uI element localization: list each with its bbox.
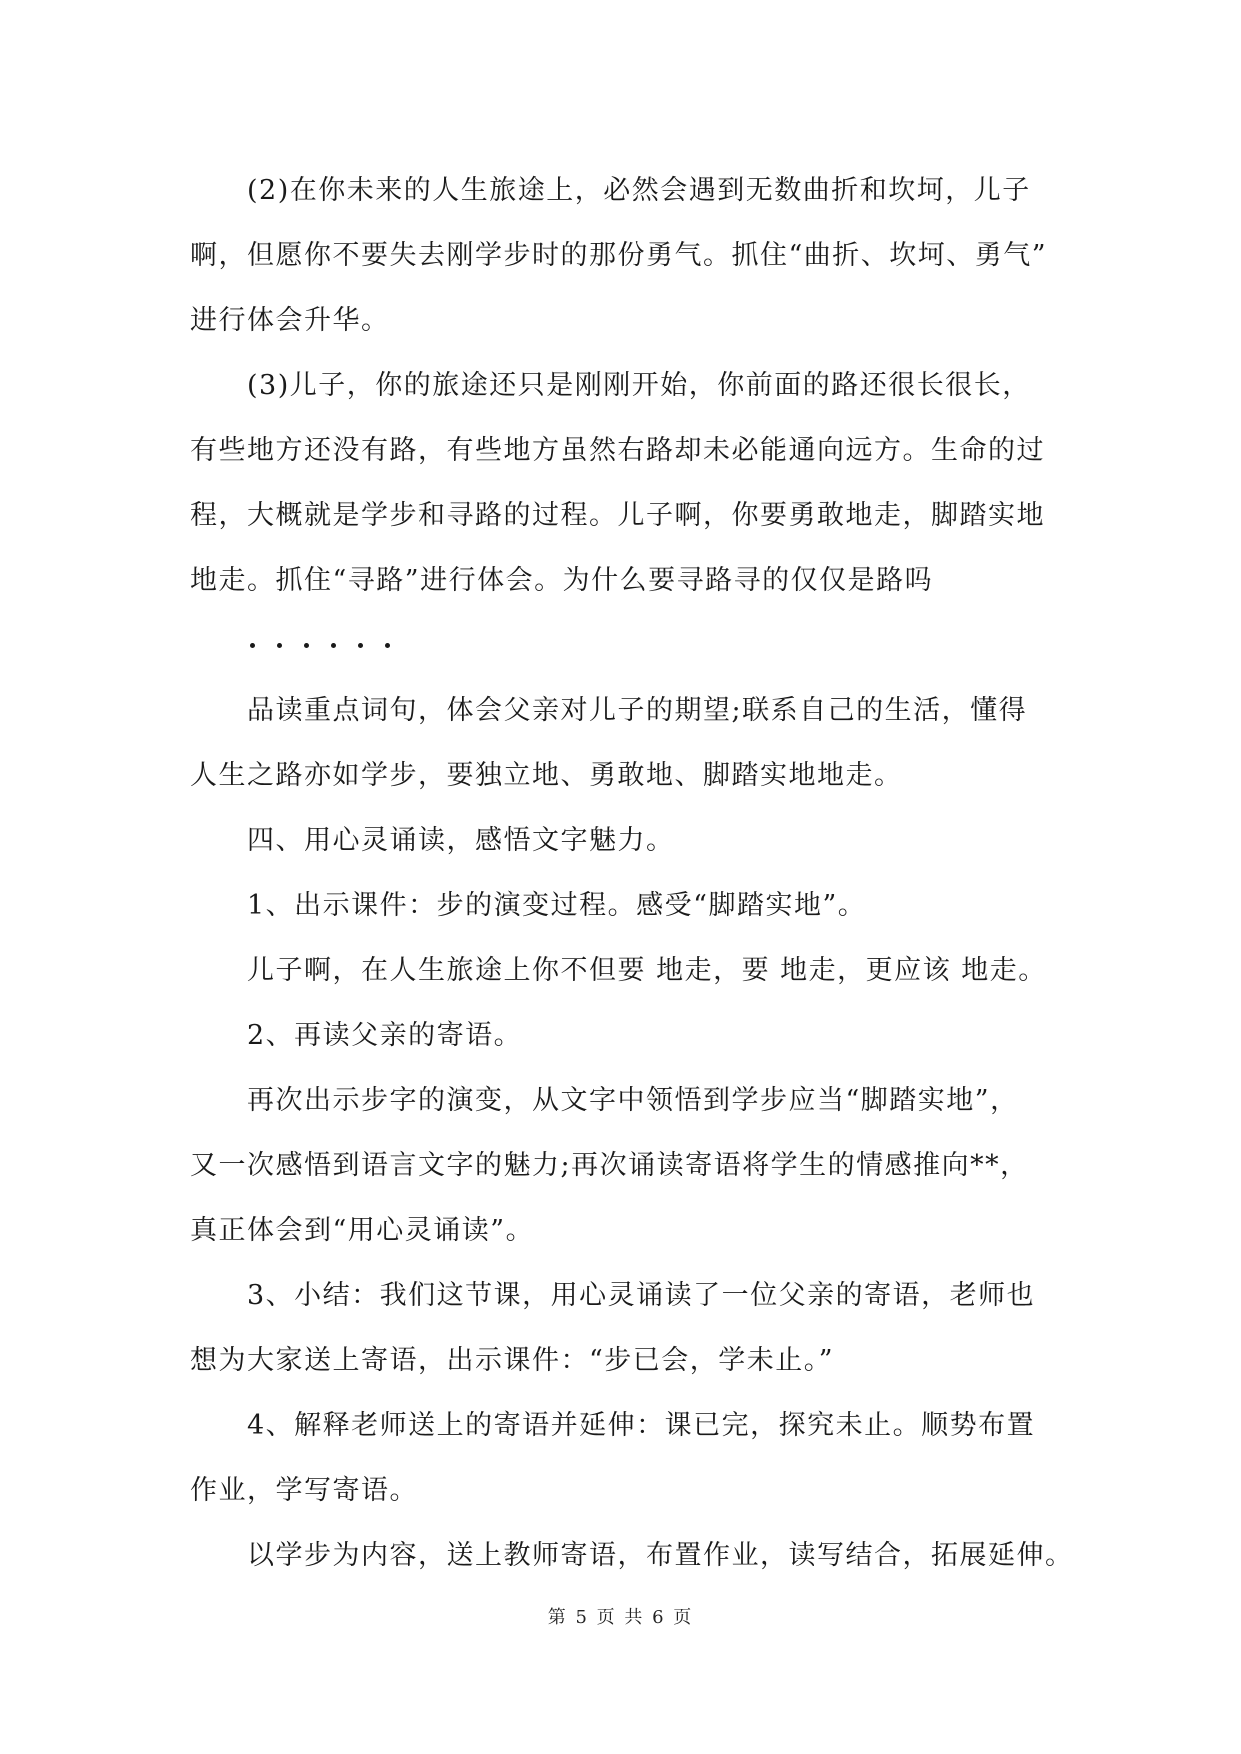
paragraph-line: 再次出示步字的演变，从文字中领悟到学步应当“脚踏实地”， <box>247 1085 1019 1116</box>
dot-mark <box>331 643 336 648</box>
page-footer <box>0 1603 1241 1629</box>
paragraph-line: 进行体会升华。 <box>190 305 390 336</box>
paragraph-line: 程，大概就是学步和寻路的过程。儿子啊，你要勇敢地走，脚踏实地 <box>190 500 1045 531</box>
total-page-number: 6 <box>652 1607 666 1628</box>
paragraph-line: 有些地方还没有路，有些地方虽然右路却未必能通向远方。生命的过 <box>190 435 1045 466</box>
dot-mark <box>277 643 282 648</box>
paragraph-line: 3、小结：我们这节课，用心灵诵读了一位父亲的寄语，老师也 <box>247 1280 1036 1311</box>
dot-mark <box>385 643 390 648</box>
paragraph-line: 1、出示课件：步的演变过程。感受“脚踏实地”。 <box>247 890 867 921</box>
paragraph-line: 品读重点词句，体会父亲对儿子的期望;联系自己的生活，懂得 <box>247 695 1028 726</box>
paragraph-line: 想为大家送上寄语，出示课件：“步已会，学未止。” <box>190 1345 835 1376</box>
dot-mark <box>250 643 255 648</box>
dot-mark <box>358 643 363 648</box>
current-page-number: 5 <box>575 1607 589 1628</box>
paragraph-line: 真正体会到“用心灵诵读”。 <box>190 1215 535 1246</box>
footer-prefix: 第 <box>547 1607 568 1628</box>
paragraph-line: 以学步为内容，送上教师寄语，布置作业，读写结合，拓展延伸。 <box>247 1540 1074 1571</box>
footer-middle: 页 共 <box>596 1607 645 1628</box>
paragraph-line: 啊，但愿你不要失去刚学步时的那份勇气。抓住“曲折、坎坷、勇气” <box>190 240 1048 271</box>
paragraph-line: 又一次感悟到语言文字的魅力;再次诵读寄语将学生的情感推向**， <box>190 1150 1029 1181</box>
paragraph-line: (3)儿子，你的旅途还只是刚刚开始，你前面的路还很长很长， <box>247 370 1031 401</box>
paragraph-line: 人生之路亦如学步，要独立地、勇敢地、脚踏实地地走。 <box>190 760 903 791</box>
paragraph-line: 作业，学写寄语。 <box>190 1475 418 1506</box>
ellipsis-dots <box>190 613 1060 678</box>
footer-suffix: 页 <box>673 1607 694 1628</box>
paragraph-line: 4、解释老师送上的寄语并延伸：课已完，探究未止。顺势布置 <box>247 1410 1036 1441</box>
paragraph-line: 儿子啊，在人生旅途上你不但要 地走，要 地走，更应该 地走。 <box>247 955 1047 986</box>
document-body <box>190 158 1074 1588</box>
paragraph-line: (2)在你未来的人生旅途上，必然会遇到无数曲折和坎坷，儿子 <box>247 175 1031 206</box>
paragraph-line: 地走。抓住“寻路”进行体会。为什么要寻路寻的仅仅是路吗 <box>190 565 934 596</box>
section-heading: 四、用心灵诵读，感悟文字魅力。 <box>247 825 675 856</box>
paragraph-line: 2、再读父亲的寄语。 <box>247 1020 523 1051</box>
dot-mark <box>304 643 309 648</box>
